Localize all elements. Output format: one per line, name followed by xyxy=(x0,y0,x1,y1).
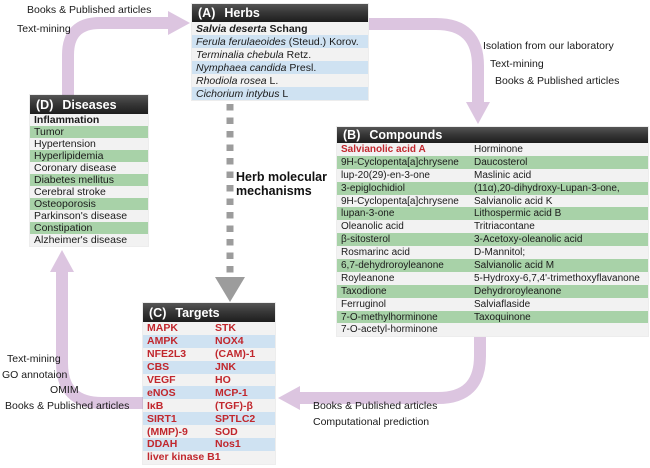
targets-header xyxy=(143,303,275,322)
list-item: liver kinase B1 xyxy=(143,451,275,464)
compounds-header-label: Compounds xyxy=(369,128,443,142)
herbs-list xyxy=(192,22,368,100)
list-item: 9H-Cyclopenta[a]chrysene Salvianolic acid K xyxy=(337,195,648,208)
list-item: MAPK STK xyxy=(143,322,275,335)
list-item: Cerebral stroke xyxy=(30,186,148,198)
list-item: Taxodione Dehydroroyleanone xyxy=(337,285,648,298)
list-item: Cichorium intybus L xyxy=(192,87,368,100)
herbs-header xyxy=(192,4,368,22)
list-item: β-sitosterol 3-Acetoxy-oleanolic acid xyxy=(337,233,648,246)
list-item: Constipation xyxy=(30,222,148,234)
list-item: Osteoporosis xyxy=(30,198,148,210)
list-item: Tumor xyxy=(30,126,148,138)
annotation-line: GO annotaion xyxy=(2,368,68,381)
targets-list xyxy=(143,322,275,464)
list-item: Terminalia chebula Retz. xyxy=(192,48,368,61)
arrowhead-compounds-to-targets xyxy=(278,386,300,410)
list-item: eNOS MCP-1 xyxy=(143,386,275,399)
list-item: Nymphaea candida Presl. xyxy=(192,61,368,74)
compounds-header-tag: (B) xyxy=(343,128,361,142)
list-item: lup-20(29)-en-3-one Maslinic acid xyxy=(337,169,648,182)
list-item: Ferruginol Salviaflaside xyxy=(337,298,648,311)
arrow-compounds-to-targets xyxy=(298,337,480,398)
list-item: CBS JNK xyxy=(143,361,275,374)
herbs-header-label: Herbs xyxy=(224,6,260,20)
list-item: NFE2L3 (CAM)-1 xyxy=(143,348,275,361)
annotation-line: Text-mining xyxy=(17,23,71,35)
annotation-herb-molecular-mechanisms: Herb molecular mechanisms xyxy=(236,170,328,198)
annotation-top-left xyxy=(17,1,151,39)
list-item: 6,7-dehydroroyleanone Salvianolic acid M xyxy=(337,259,648,272)
annotation-bottom-left xyxy=(2,352,129,414)
list-item: Oleanolic acid Tritriacontane xyxy=(337,220,648,233)
list-item: Salvia deserta Schang xyxy=(192,22,368,35)
annotation-line: Books & Published articles xyxy=(5,399,130,412)
list-item: Royleanone 5-Hydroxy-6,7,4'-trimethoxyflavanone xyxy=(337,272,648,285)
diseases-header xyxy=(30,95,148,114)
annotation-bottom-right xyxy=(313,399,437,430)
diseases-header-label: Diseases xyxy=(62,97,117,112)
herbs-header-tag: (A) xyxy=(198,6,216,20)
compounds-list xyxy=(337,143,648,336)
list-item: Rhodiola rosea L. xyxy=(192,74,368,87)
targets-header-tag: (C) xyxy=(149,305,167,320)
list-item: Rosmarinc acid D-Mannitol; xyxy=(337,246,648,259)
arrowhead-herbs-to-compounds xyxy=(466,102,490,124)
annotation-top-right xyxy=(483,38,619,91)
list-item: Coronary disease xyxy=(30,162,148,174)
annotation-line: Isolation from our laboratory xyxy=(483,40,614,52)
list-item: VEGF HO xyxy=(143,374,275,387)
list-item: Alzheimer's disease xyxy=(30,234,148,246)
list-item: lupan-3-one Lithospermic acid B xyxy=(337,207,648,220)
targets-box xyxy=(143,303,275,464)
herbs-box xyxy=(192,4,368,100)
compounds-box xyxy=(337,127,648,336)
annotation-line: OMIM xyxy=(50,384,79,396)
list-item: Parkinson's disease xyxy=(30,210,148,222)
diseases-list xyxy=(30,114,148,246)
arrowhead-targets-to-diseases xyxy=(50,250,74,272)
annotation-line: Books & Published articles xyxy=(27,4,152,16)
annotation-line: Books & Published articles xyxy=(495,75,620,87)
list-item: Salvianolic acid A Horminone xyxy=(337,143,648,156)
list-item: 7-O-methylhorminone Taxoquinone xyxy=(337,311,648,324)
list-item: Ferula ferulaeoides (Steud.) Korov. xyxy=(192,35,368,48)
diseases-header-tag: (D) xyxy=(36,97,54,112)
list-item: 7-O-acetyl-horminone xyxy=(337,323,648,336)
annotation-line: Computational prediction xyxy=(313,415,430,428)
list-item: Hyperlipidemia xyxy=(30,150,148,162)
annotation-line: Books & Published articles xyxy=(313,400,438,412)
list-item: IκB (TGF)-β xyxy=(143,399,275,412)
annotation-line: Text-mining xyxy=(7,353,61,365)
list-item: 9H-Cyclopenta[a]chrysene Daucosterol xyxy=(337,156,648,169)
list-item: Inflammation xyxy=(30,114,148,126)
arrowhead-herbs-to-targets xyxy=(215,277,245,302)
list-item: (MMP)-9 SOD xyxy=(143,425,275,438)
arrowhead-diseases-to-herbs xyxy=(168,11,190,35)
compounds-header xyxy=(337,127,648,143)
list-item: Hypertension xyxy=(30,138,148,150)
arrow-herbs-to-compounds xyxy=(369,24,478,104)
list-item: 3-epiglochidiol (11α),20-dihydroxy-Lupan-3-one, xyxy=(337,182,648,195)
diseases-box xyxy=(30,95,148,246)
list-item: DDAH Nos1 xyxy=(143,438,275,451)
list-item: SIRT1 SPTLC2 xyxy=(143,412,275,425)
list-item: Diabetes mellitus xyxy=(30,174,148,186)
targets-header-label: Targets xyxy=(175,305,220,320)
list-item: AMPK NOX4 xyxy=(143,335,275,348)
annotation-line: Text-mining xyxy=(490,57,544,70)
